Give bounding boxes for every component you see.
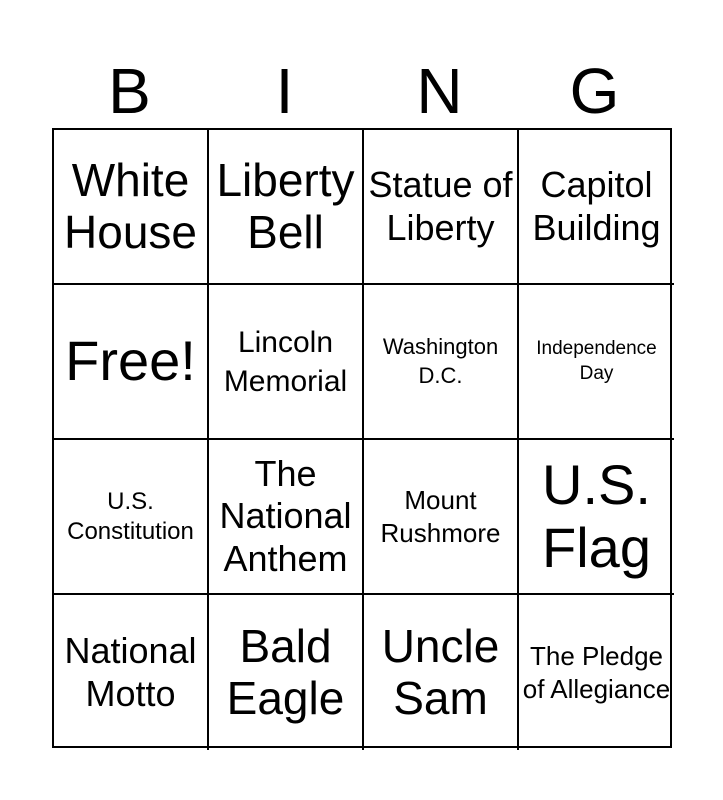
cell-label: Bald Eagle (226, 619, 345, 724)
cell-label: Statue of Liberty (368, 164, 513, 248)
cell-label: Lincoln Memorial (223, 325, 348, 398)
free-space-label: Free! (65, 329, 196, 393)
bingo-cell[interactable] (209, 130, 364, 285)
cell-label: Uncle Sam (381, 619, 500, 724)
header-letter-g: G (569, 55, 620, 127)
bingo-header (52, 55, 672, 127)
bingo-cell[interactable] (364, 440, 519, 595)
bingo-cell[interactable] (209, 285, 364, 440)
cell-label: National Motto (64, 630, 197, 714)
cell-label: Liberty Bell (216, 153, 355, 258)
cell-label: U.S. Constitution (67, 487, 194, 545)
header-letter-b: B (108, 55, 151, 127)
free-space-cell[interactable] (54, 285, 209, 440)
bingo-cell[interactable] (54, 595, 209, 750)
bingo-cell[interactable] (209, 440, 364, 595)
bingo-cell[interactable] (54, 440, 209, 595)
cell-label: U.S. Flag (542, 452, 651, 579)
bingo-cell[interactable] (364, 595, 519, 750)
bingo-cell[interactable] (364, 130, 519, 285)
cell-label: The National Anthem (219, 452, 352, 579)
bingo-cell[interactable] (54, 130, 209, 285)
cell-label: The Pledge of Allegiance (522, 641, 671, 704)
bingo-board (52, 128, 672, 748)
cell-label: Washington D.C. (382, 333, 499, 388)
cell-label: White House (64, 153, 197, 258)
bingo-cell[interactable] (364, 285, 519, 440)
bingo-cell[interactable] (519, 130, 674, 285)
cell-label: Capitol Building (532, 164, 661, 248)
bingo-cell[interactable] (209, 595, 364, 750)
header-letter-i: I (275, 55, 294, 127)
bingo-cell[interactable] (519, 285, 674, 440)
bingo-cell[interactable] (519, 440, 674, 595)
cell-label: Independence Day (536, 337, 657, 384)
cell-label: Mount Rushmore (380, 485, 501, 548)
bingo-cell[interactable] (519, 595, 674, 750)
header-letter-n: N (416, 55, 463, 127)
